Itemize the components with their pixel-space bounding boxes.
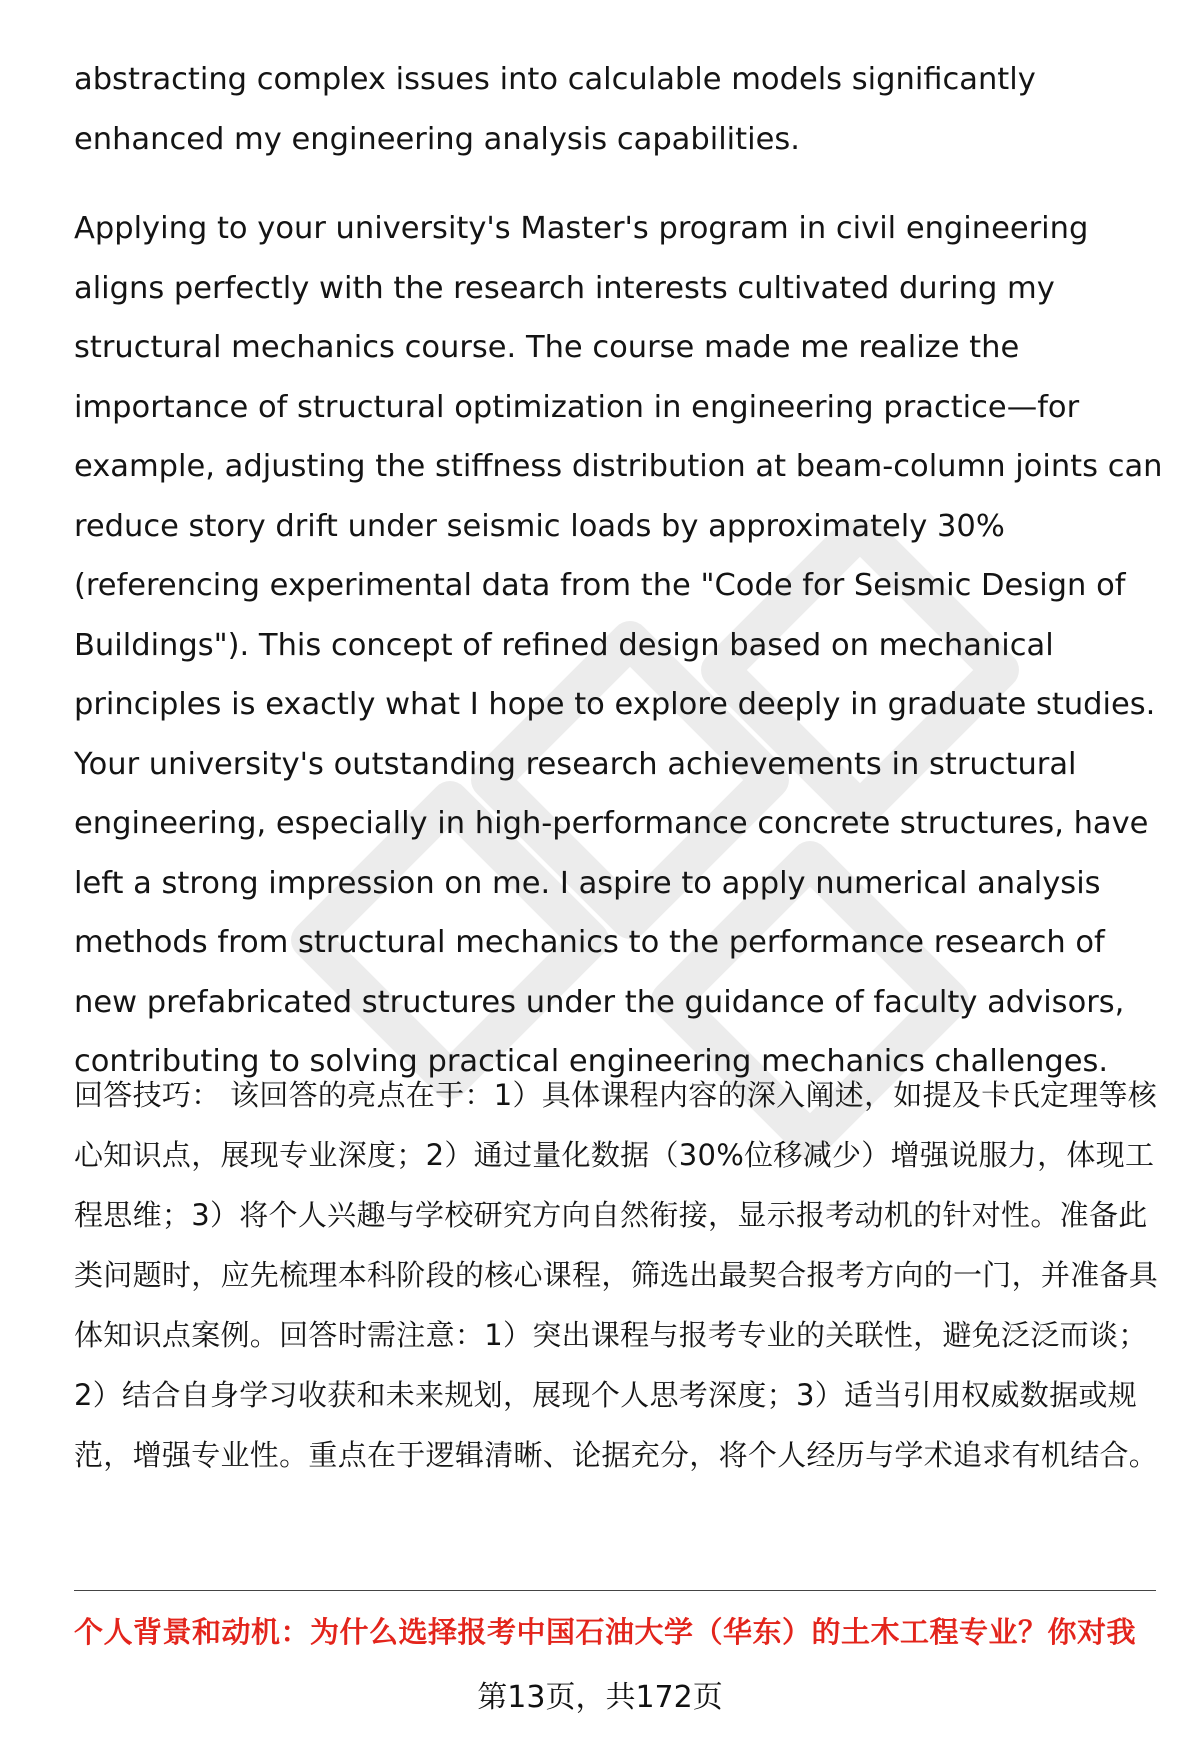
answer-paragraph: Applying to your university's Master's program in civil engineering aligns perfectly with the research interests cultivated during my structural mechanics course. The course made me realize the importance of structural optimization in engineering practice—for example, adjusting the stiffness distribution at beam-column joints can reduce story drift under seismic loads by approximately 30% (referencing experimental data from the "Code for Seismic Design of Buildings"). This concept of refined design based on mechanical principles is exactly what I hope to explore deeply in graduate studies. Your university's outstanding research achievements in structural engineering, especially in high-performance concrete structures, have left a strong impression on me. I aspire to apply numerical analysis methods from structural mechanics to the performance research of new prefabricated structures under the guidance of faculty advisors, contributing to solving practical engineering mechanics challenges. xyxy=(74,211,1163,1079)
next-question-heading: 个人背景和动机：为什么选择报考中国石油大学（华东）的土木工程专业？你对我 xyxy=(74,1615,1137,1649)
section-divider xyxy=(74,1590,1156,1591)
continuation-paragraph: abstracting complex issues into calculable models significantly enhanced my engineering analysis capabilities. xyxy=(74,62,1036,157)
page-number: 第13页，共172页 xyxy=(477,1680,723,1715)
answer-tips-paragraph: 回答技巧： 该回答的亮点在于：1）具体课程内容的深入阐述，如提及卡氏定理等核心知识点，展现专业深度；2）通过量化数据（30%位移减少）增强说服力，体现工程思维；3）将个人兴趣与学校研究方向自然衔接，显示报考动机的针对性。准备此类问题时，应先梳理本科阶段的核心课程，筛选出最契合报考方向的一门，并准备具体知识点案例。回答时需注意：1）突出课程与报考专业的关联性，避免泛泛而谈；2）结合自身学习收获和未来规划，展现个人思考深度；3）适当引用权威数据或规范，增强专业性。重点在于逻辑清晰、论据充分，将个人经历与学术追求有机结合。 xyxy=(74,1078,1159,1472)
